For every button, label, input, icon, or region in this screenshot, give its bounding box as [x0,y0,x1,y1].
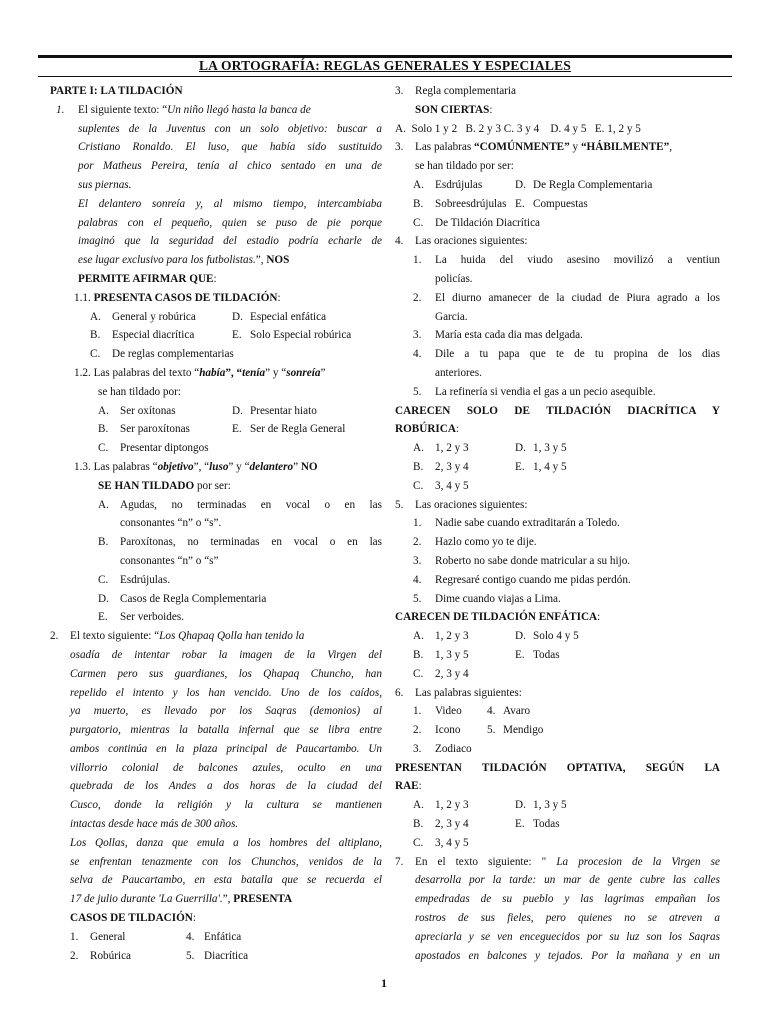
q6-answer-letter: E. [515,818,525,831]
q6-line-1 [395,684,720,703]
q4-item-num: 1. [413,254,422,267]
s13-option-line [50,496,382,515]
s13-option-text: Paroxítonas, no terminadas en vocal o en las [120,536,382,549]
q3-option-letter: B. [413,197,424,210]
q4-item-num: 2. [413,291,422,304]
q4-answer-text: 2, 3 y 4 [435,460,469,473]
s11-colon: : [277,291,281,304]
q4-item-text: anteriores. [435,366,482,379]
q2-last-tail: ”, [222,893,234,906]
q1-text-italic: Un niño llegó hasta la banca de [167,103,311,116]
q6-item-text: Icono [435,724,461,737]
q6-answer-second [515,815,560,834]
s12-end: ” [320,366,326,379]
q3-option-letter: C. [413,216,424,229]
s12-prefix: 1.2. Las palabras del texto “ [74,366,200,379]
q4-item-text: Dile a tu papa que te de tu propina de los dias [435,348,720,361]
q4-answer-text: 1, 4 y 5 [533,460,567,473]
q6-answer-text: Todas [533,818,560,831]
q1-line-9: imaginó que la seguridad del estadio podría echarle de [78,235,382,248]
q3-option-text: Esdrújulas [435,178,483,191]
q1-permite-colon: : [213,272,217,285]
q6-item-num: 4. [487,705,496,718]
q4-answer-text: 1, 3 y 5 [533,442,567,455]
q6-item-num: 5. [487,724,496,737]
q3-option-second [515,176,652,195]
s13-option-letter: A. [98,498,109,511]
part-heading: PARTE I: LA TILDACIÓN [50,85,183,97]
q2-item-num: 1. [70,930,79,943]
q4-answer-letter: B. [413,460,424,473]
s12-option-letter: D. [232,404,243,417]
q6-answer-letter: A. [413,799,424,812]
q5-answer-letter: C. [413,667,424,680]
s11-option-row [50,345,382,364]
q5-item-num: 1. [413,517,422,530]
q5-answer-row [395,646,720,665]
q3-option-text: De Regla Complementaria [533,178,653,191]
q5-number: 5. [395,498,404,511]
q7-line-4: rostros de sus fieles, pero quienes no se atreven a [415,912,720,925]
s12-option-row [50,439,382,458]
q2-first-plain: El texto siguiente: “ [70,630,160,643]
q2-line-10: Cusco, donde la religión y la cultura se mantienen [70,799,382,812]
s12-option-letter: C. [98,442,109,455]
q1-last-line [50,251,382,270]
q4-answer-row [395,439,720,458]
q5-item-line [395,533,720,552]
q6-answer-letter: C. [413,836,424,849]
q4-item-line [395,270,720,289]
q6-item-text: Video [435,705,462,718]
s13-line2-tail: por ser: [194,479,231,492]
s12-option-text: Ser oxítonas [120,404,176,417]
s13-word-3: delantero [249,460,294,473]
q1-last-tail: ”, [255,254,267,267]
s13-option-letter: E. [98,611,108,624]
q7-first-italic: La procesion de la Virgen se [556,855,720,868]
s11-option-text: Especial enfática [250,310,327,323]
q4-answer-second [515,458,567,477]
q6-item-text: Avaro [503,705,531,718]
s13-no: NO [300,460,318,473]
q6-text: Las palabras siguientes: [415,686,522,699]
s13-line2-bold: SE HAN TILDADO [98,479,195,492]
q3-word-2: “HÁBILMENTE” [580,141,670,154]
q6-answer-text: 2, 3 y 4 [435,818,469,831]
q5-answer-row [395,665,720,684]
q6-item-text: Mendigo [503,724,544,737]
q6-item-num: 2. [413,724,422,737]
q5-answer-row [395,627,720,646]
q5-answer-text: 1, 3 y 5 [435,648,469,661]
q4-item-line [395,383,720,402]
s11-option-row [50,308,382,327]
q3-word-1: “COMÚNMENTE” [474,141,570,154]
q6-presentan-line-1: PRESENTAN TILDACIÓN OPTATIVA, SEGÚN LA [395,761,720,774]
s13-line-2 [50,477,382,496]
q5-carecen-line [395,608,720,627]
q4-number: 4. [395,235,404,248]
q2-line-13: se enfrentan tenazmente con los Chunchos, venidos de la [70,855,382,868]
q4-item-text: La huida del viudo asesino movilizó a ventiun [435,254,720,267]
s11-heading [50,289,382,308]
q2-item-row [50,928,382,947]
q2-item-text: Diacrítica [204,949,249,962]
q3-option-row [395,195,720,214]
q1-last-bold: NOS [266,254,290,267]
q5-answer-text: 1, 2 y 3 [435,630,469,643]
s11-option-text: Solo Especial robúrica [250,329,352,342]
q6-answer-row [395,796,720,815]
s11-option-letter: A. [90,310,101,323]
q6-answer-text: 1, 2 y 3 [435,799,469,812]
q4-item-text: policías. [435,272,473,285]
q1-line-8: palabras con el pequeño, quien se puso de pie porque [78,216,382,229]
q2-casos-line [50,909,382,928]
q2-item-text: Robúrica [90,949,132,962]
q5-item-text: Hazlo como yo te dije. [435,536,537,549]
s11-option-second [232,326,351,345]
s12-option-letter: E. [232,423,242,436]
q4-item-text: El diurno amanecer de la ciudad de Piura agrado a los [435,291,720,304]
q4-item-num: 5. [413,385,422,398]
q4-answer-text: 3, 4 y 5 [435,479,469,492]
s13-word-1: objetivo [157,460,194,473]
s13-prefix: 1.3. Las palabras “ [74,460,158,473]
q2-line-3: Carmen pero sus guardianes, los Qhapaq Chuncho, han [70,667,382,680]
q4-item-line [395,345,720,364]
son-ciertas-line [395,101,720,120]
s11-option-letter: B. [90,329,101,342]
s11-option-letter: C. [90,348,101,361]
q2-line-11: intactas desde hace más de 300 años. [70,818,239,831]
q5-line-1 [395,496,720,515]
page-number: 1 [381,976,387,990]
q6-answer-row [395,815,720,834]
q5-item-line [395,571,720,590]
s12-option-second [232,420,345,439]
q4-carecen-2: ROBÚRICA [395,423,456,436]
s13-option-text: consonantes “n” o “s” [120,554,219,567]
q2-line-4: repelido el intento y los han vencido. Uno de los caídos, [70,686,382,699]
q1-line-6: sus piernas. [78,178,132,191]
q6-answer-text: 3, 4 y 5 [435,836,469,849]
q5-item-line [395,514,720,533]
s11-prefix: 1.1. [74,291,94,304]
q5-answer-letter: A. [413,630,424,643]
q1-permite-line [50,270,382,289]
q7-line-2: desarrolla por la tarde: un mar de gente cubre las calles [415,874,720,887]
q5-answer-letter: E. [515,648,525,661]
q2-answers-line: A. Solo 1 y 2 B. 2 y 3 C. 3 y 4 D. 4 y 5 E. 1, 2 y 5 [395,122,641,135]
q6-item-num: 1. [413,705,422,718]
q6-answer-text: 1, 3 y 5 [533,799,567,812]
q7-number: 7. [395,855,404,868]
s13-sep-2: ” y “ [228,460,250,473]
q3-option-letter: A. [413,178,424,191]
q4-item-line [395,289,720,308]
q1-permite: PERMITE AFIRMAR QUE [78,272,214,285]
q5-item-text: Roberto no sabe donde matricular a su hijo. [435,554,631,567]
q6-item-num: 3. [413,742,422,755]
q4-item-text: La refinería si vendia el gas a un pecio asequible. [435,385,656,398]
q2-last-italic: 17 de julio durante 'La Guerrilla'. [70,893,223,906]
s12-heading [50,364,382,383]
s12-sep-2: ” y “ [265,366,287,379]
q1-line-1 [50,101,382,120]
q2-line-2: osadía de intentar robar la imagen de la Virgen del [70,648,382,661]
q5-item-text: Nadie sabe cuando extraditarán a Toledo. [435,517,620,530]
q6-answer-row [395,834,720,853]
s13-option-line [50,552,382,571]
s13-option-text: Agudas, no terminadas en vocal o en las [120,498,382,511]
q3-prefix: Las palabras [415,141,475,154]
s12-sep-1: ”, “ [225,366,243,379]
s13-option-line [50,514,382,533]
q5-item-line [395,552,720,571]
s12-option-letter: A. [98,404,109,417]
q6-answer-second [515,796,567,815]
q3-option-second [515,195,588,214]
q2-item-num: 2. [70,949,79,962]
q2-line-1 [50,627,382,646]
s12-option-second [232,402,317,421]
q7-first-plain: En el texto siguiente: " [415,855,557,868]
q6-item-row [395,702,720,721]
q1-number: 1. [56,103,65,116]
q2-casos-colon: : [192,912,196,925]
q1-last-italic: ese lugar exclusivo para los futbolistas. [78,254,256,267]
q4-answer-letter: A. [413,442,424,455]
q1-line-3: suplentes de la Juventus con un solo objetivo: buscar a [78,122,382,135]
s12-word-3: sonreía [286,366,321,379]
q4-carecen-line-2 [395,420,720,439]
q4-item-line [395,251,720,270]
q4-line-1 [395,232,720,251]
q2-line-8: villorrio colonial de balcones azules, oculto en una [70,761,382,774]
q7-line-1 [395,853,720,872]
s13-option-text: Ser verboides. [120,611,185,624]
page-title: LA ORTOGRAFÍA: REGLAS GENERALES Y ESPECIALES [198,58,572,73]
q2-number: 2. [50,630,59,643]
q5-answer-letter: B. [413,648,424,661]
q2-casos: CASOS DE TILDACIÓN [70,912,193,925]
q4-item-num: 4. [413,348,422,361]
q5-carecen: CARECEN DE TILDACIÓN ENFÁTICA [395,611,598,624]
s13-option-line [50,608,382,627]
q3-option-letter: D. [515,178,526,191]
q5-item-num: 3. [413,554,422,567]
q5-answer-second [515,627,579,646]
q4-item-line [395,364,720,383]
s11-option-text: De reglas complementarias [112,348,234,361]
q4-item-text: María esta cada dia mas delgada. [435,329,583,342]
q5-answer-text: Todas [533,648,560,661]
s11-option-text: Especial diacrítica [112,329,195,342]
q4-item-line [395,308,720,327]
q5-item-text: Regresaré contigo cuando me pidas perdón. [435,573,631,586]
q5-answer-letter: D. [515,630,526,643]
s13-word-2: luso [209,460,229,473]
s12-option-row [50,402,382,421]
s12-option-row [50,420,382,439]
s13-sep-1: ”, “ [193,460,210,473]
q4-answer-letter: C. [413,479,424,492]
r-item-3-text: Regla complementaria [415,85,516,97]
q2-line-6: purgatorio, mientras la batalla infernal que se libra entre [70,724,382,737]
q2-first-italic: Los Qhapaq Qolla han tenido la [159,630,305,643]
q7-line-6: apostados en balcones y tejados. Por la mañana y en un [415,949,720,962]
s13-heading [50,458,382,477]
q2-line-14: selva de Paucartambo, en esta batalla que se recuerda el [70,874,382,887]
q4-answer-text: 1, 2 y 3 [435,442,469,455]
q6-answer-letter: B. [413,818,424,831]
q1-line-4: Cristiano Ronaldo. El luso, que había sido sustituido [78,141,382,154]
s11-option-letter: D. [232,310,243,323]
s12-word-1: había [199,366,226,379]
s11-option-second [232,308,326,327]
q4-answer-row [395,458,720,477]
s13-option-text: Casos de Regla Complementaria [120,592,267,605]
q2-line-9: quebrada de los Andes a dos horas de la ciudad del [70,780,382,793]
q4-carecen-line-1: CARECEN SOLO DE TILDACIÓN DIACRÍTICA Y [395,404,720,417]
right-column [395,82,720,965]
s12-option-text: Ser paroxítonas [120,423,190,436]
s11-option-text: General y robúrica [112,310,196,323]
s12-option-text: Presentar hiato [250,404,317,417]
q6-answer-letter: D. [515,799,526,812]
q3-line-2: se han tildado por ser: [415,160,514,173]
q4-answer-letter: E. [515,460,525,473]
q5-answer-text: Solo 4 y 5 [533,630,579,643]
title-bottom-rule [38,76,732,77]
q1-text-plain: El siguiente texto: “ [78,103,168,116]
q2-last-bold: PRESENTA [233,893,293,906]
q5-carecen-colon: : [597,611,601,624]
q3-end: , [669,141,673,154]
q4-carecen-colon: : [455,423,460,436]
q2-item-text: Enfática [204,930,242,943]
q2-line-12: Los Qollas, danza que emula a los hombres del altiplano, [70,836,382,849]
q6-item-row [395,740,720,759]
s13-sep-3: ” [293,460,301,473]
q5-item-num: 4. [413,573,422,586]
q7-line-5: apreciarla y se ven enceguecidos por su luz son los Saqras [415,930,720,943]
q3-option-letter: E. [515,197,525,210]
q2-item-row [50,947,382,966]
q1-line-7: El delantero sonreía y, al mismo tiempo, intercambiaba [78,197,382,210]
s12-option-text: Presentar diptongos [120,442,209,455]
q2-line-5: ya muerto, es llevado por los Saqras (demonios) al [70,705,382,718]
q4-item-text: Garcia. [435,310,468,323]
q3-number: 3. [395,141,404,154]
q5-item-num: 5. [413,592,422,605]
r-item-3 [395,82,720,101]
q5-answer-second [515,646,560,665]
s12-word-2: tenía [242,366,266,379]
q3-line-1 [395,138,720,157]
q5-item-num: 2. [413,536,422,549]
q2-item-num: 5. [186,949,195,962]
q2-line-7: ambos continúa en la plaza principal de Paucartambo. Un [70,742,382,755]
q7-line-3: empedradas de su pueblo y las lagrimas empañan los [415,893,720,906]
q5-text: Las oraciones siguientes: [415,498,528,511]
q6-presentan-2: RAE [395,780,419,793]
s13-option-line [50,533,382,552]
s11-option-letter: E. [232,329,242,342]
q1-line-5: por Matheus Pereira, tenía al chico sentado en una de [78,160,382,173]
s13-option-letter: B. [98,536,109,549]
q2-item-text: General [90,930,126,943]
q5-item-text: Dime cuando viajas a Lima. [435,592,561,605]
q5-answer-text: 2, 3 y 4 [435,667,469,680]
son-ciertas: SON CIERTAS [415,103,490,116]
s13-option-text: consonantes “n” o “s”. [120,517,222,530]
q6-item-row [395,721,720,740]
q3-option-text: Sobreesdrújulas [435,197,507,210]
q4-answer-row [395,477,720,496]
s12-option-text: Ser de Regla General [250,423,346,436]
q4-item-line [395,326,720,345]
q4-item-num: 3. [413,329,422,342]
q3-option-text: De Tildación Diacrítica [435,216,541,229]
q6-number: 6. [395,686,404,699]
s12-option-letter: B. [98,423,109,436]
s11-option-row [50,326,382,345]
q3-option-row [395,176,720,195]
left-column [50,82,382,965]
s13-option-line [50,571,382,590]
q6-item-text: Zodiaco [435,742,472,755]
son-ciertas-colon: : [489,103,493,116]
r-item-3-num: 3. [395,85,404,97]
q6-presentan-line-2 [395,777,720,796]
q4-text: Las oraciones siguientes: [415,235,528,248]
q3-mid: y [569,141,581,154]
q3-option-text: Compuestas [533,197,588,210]
q6-presentan-colon: : [418,780,422,793]
q5-item-line [395,590,720,609]
s13-option-letter: C. [98,573,109,586]
s13-option-letter: D. [98,592,109,605]
q3-option-row [395,214,720,233]
q4-answer-second [515,439,567,458]
q4-answer-letter: D. [515,442,526,455]
s11-bold: PRESENTA CASOS DE TILDACIÓN [93,291,278,304]
q2-item-num: 4. [186,930,195,943]
s13-option-text: Esdrújulas. [120,573,171,586]
q2-last-line [50,890,382,909]
s13-option-line [50,590,382,609]
s12-line-2: se han tildado por: [98,385,181,398]
